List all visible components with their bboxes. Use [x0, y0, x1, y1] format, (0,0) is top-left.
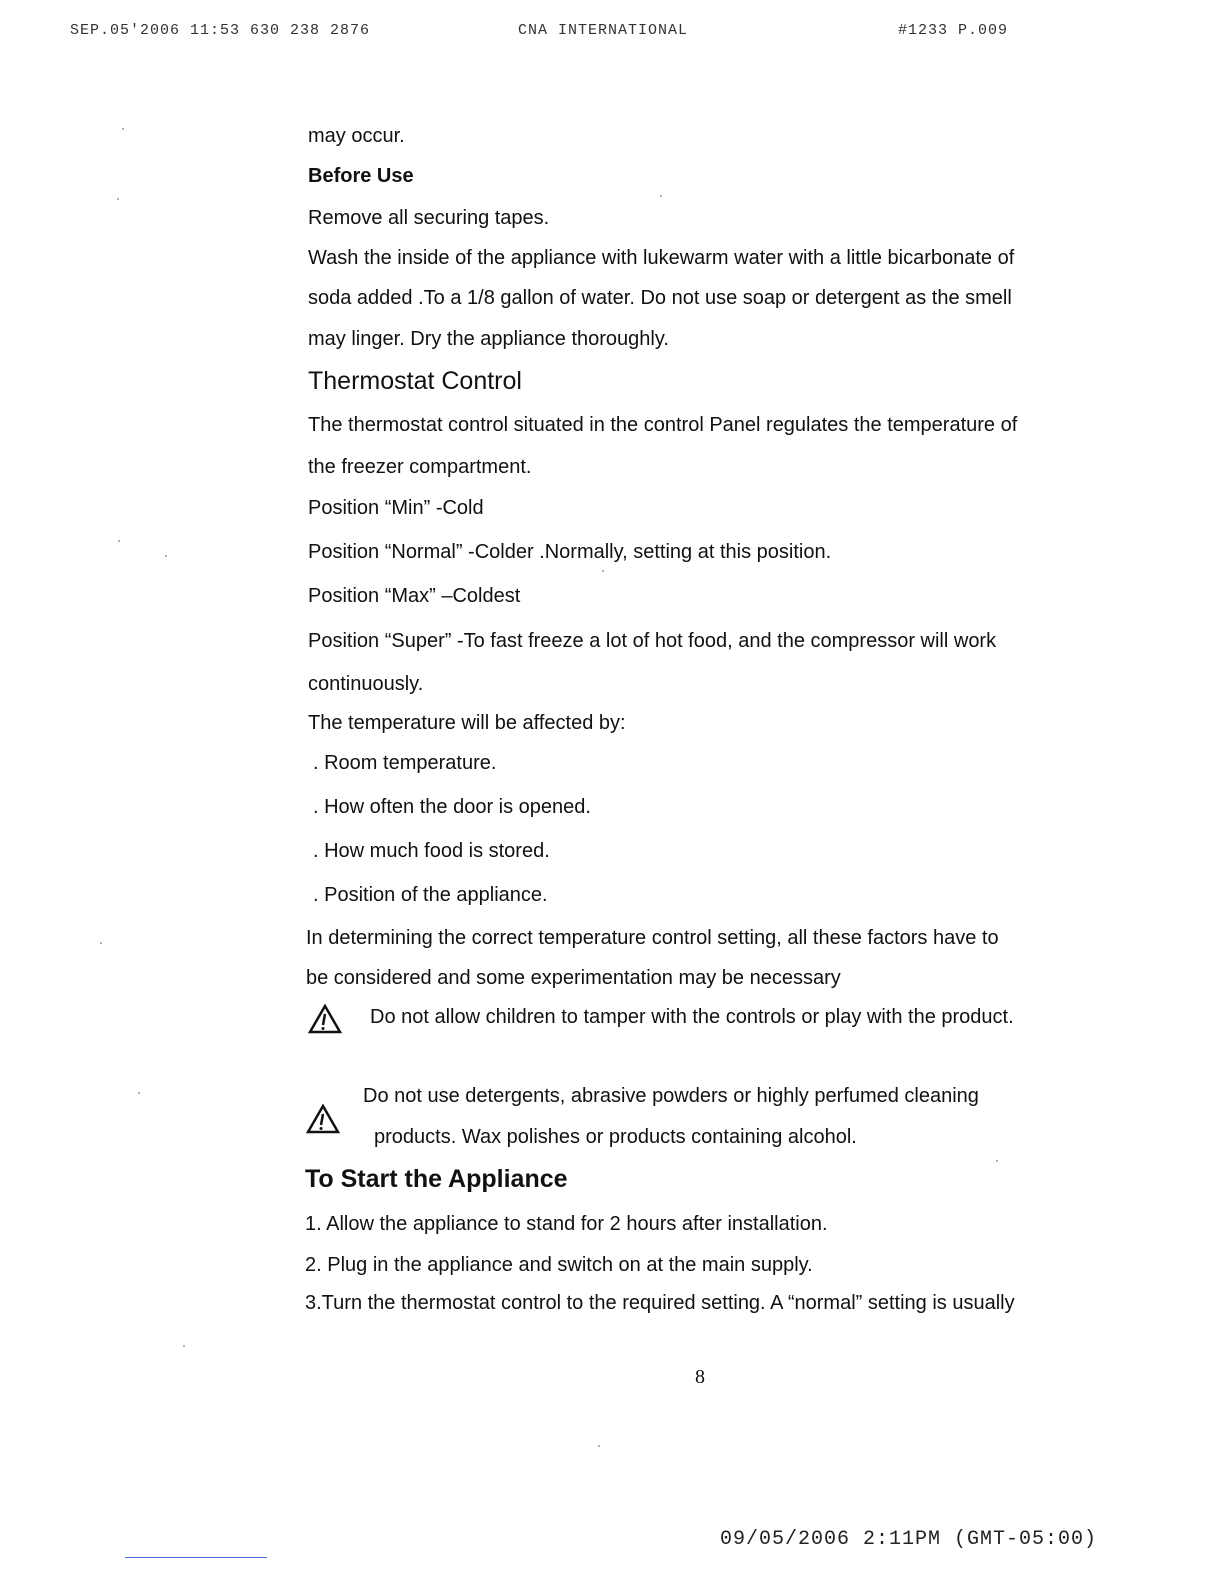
page-number: 8: [695, 1366, 705, 1388]
fax-header-page: #1233 P.009: [898, 22, 1009, 39]
factor-item: . How often the door is opened.: [313, 796, 591, 818]
step-item: 1. Allow the appliance to stand for 2 hours after installation.: [305, 1213, 828, 1235]
paragraph-line: Remove all securing tapes.: [308, 207, 550, 229]
fax-header-company: CNA INTERNATIONAL: [518, 22, 689, 39]
paragraph-line: Wash the inside of the appliance with lukewarm water with a little bicarbonate of: [308, 247, 1015, 269]
factor-item: . How much food is stored.: [313, 840, 550, 862]
scan-speck: [117, 198, 119, 200]
thermostat-heading: Thermostat Control: [308, 367, 522, 395]
scan-speck: [660, 195, 662, 197]
scan-speck: [118, 540, 120, 542]
position-line: Position “Min” -Cold: [308, 497, 484, 519]
paragraph-line: be considered and some experimentation may be necessary: [306, 967, 841, 989]
scan-speck: [996, 1160, 998, 1162]
paragraph-line: The thermostat control situated in the control Panel regulates the temperature of: [308, 414, 1018, 436]
before-use-heading: Before Use: [308, 165, 414, 187]
warning-triangle-icon: [308, 1004, 342, 1034]
bottom-rule: [125, 1557, 267, 1558]
position-line: Position “Normal” -Colder .Normally, setting at this position.: [308, 541, 832, 563]
affected-by-intro: The temperature will be affected by:: [308, 712, 626, 734]
scan-speck: [602, 570, 604, 572]
warning-text: products. Wax polishes or products containing alcohol.: [374, 1126, 857, 1148]
paragraph-line: In determining the correct temperature control setting, all these factors have to: [306, 927, 999, 949]
scan-speck: [122, 128, 124, 130]
warning-text: Do not use detergents, abrasive powders or highly perfumed cleaning: [363, 1085, 979, 1107]
position-line: Position “Max” –Coldest: [308, 585, 521, 607]
factor-item: . Position of the appliance.: [313, 884, 548, 906]
position-line: continuously.: [308, 673, 424, 695]
start-appliance-heading: To Start the Appliance: [305, 1165, 568, 1193]
paragraph-line: the freezer compartment.: [308, 456, 532, 478]
intro-text: may occur.: [308, 125, 405, 147]
factor-item: . Room temperature.: [313, 752, 497, 774]
scan-speck: [100, 942, 102, 944]
paragraph-line: soda added .To a 1/8 gallon of water. Do not use soap or detergent as the smell: [308, 287, 1012, 309]
scan-speck: [165, 555, 167, 557]
scan-speck: [138, 1092, 140, 1094]
position-line: Position “Super” -To fast freeze a lot of hot food, and the compressor will work: [308, 630, 997, 652]
fax-footer-timestamp: 09/05/2006 2:11PM (GMT-05:00): [720, 1528, 1098, 1551]
step-item: 2. Plug in the appliance and switch on at the main supply.: [305, 1254, 813, 1276]
scan-speck: [598, 1445, 600, 1447]
fax-header-sender: SEP.05'2006 11:53 630 238 2876: [70, 22, 371, 39]
scan-speck: [183, 1345, 185, 1347]
paragraph-line: may linger. Dry the appliance thoroughly.: [308, 328, 669, 350]
warning-text: Do not allow children to tamper with the controls or play with the product.: [370, 1006, 1014, 1028]
step-item: 3.Turn the thermostat control to the required setting. A “normal” setting is usually: [305, 1292, 1015, 1314]
warning-triangle-icon: [306, 1104, 340, 1134]
